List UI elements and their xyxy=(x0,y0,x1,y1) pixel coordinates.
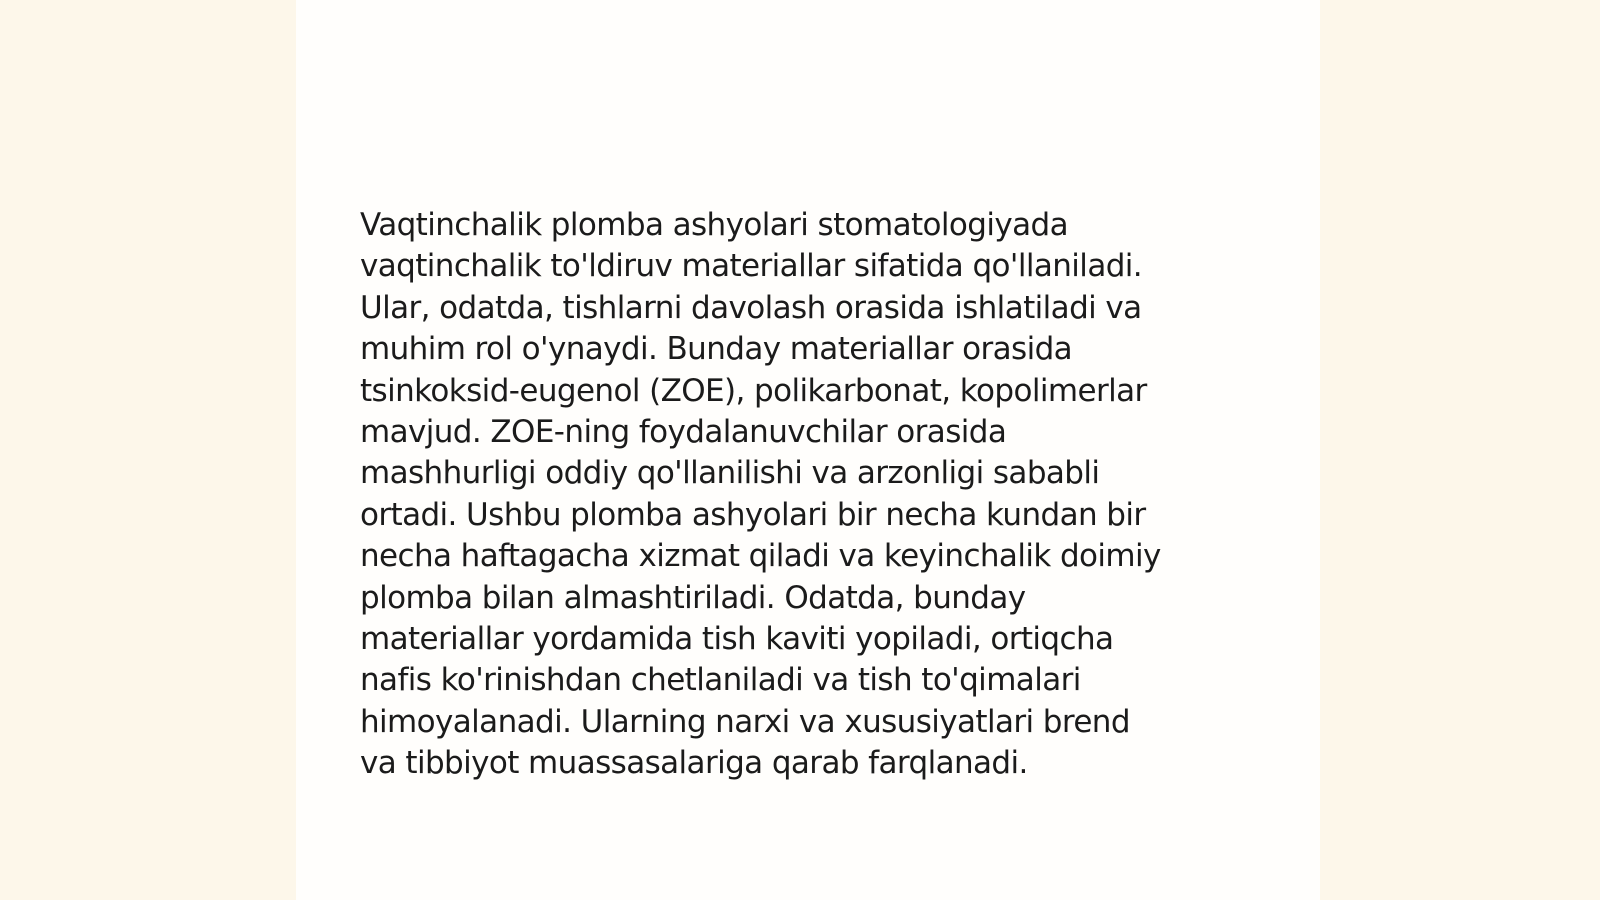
right-margin xyxy=(1320,0,1600,900)
text-line: tsinkoksid-eugenol (ZOE), polikarbonat, kopolimerlar xyxy=(360,372,1147,409)
text-line: Ular, odatda, tishlarni davolash orasida ishlatiladi va xyxy=(360,289,1142,326)
slide-body-text xyxy=(360,205,1260,785)
left-margin xyxy=(0,0,296,900)
text-line: mavjud. ZOE-ning foydalanuvchilar orasida xyxy=(360,414,1007,451)
text-line: mashhurligi oddiy qo'llanilishi va arzonligi sababli xyxy=(360,455,1100,492)
text-line: materiallar yordamida tish kaviti yopiladi, ortiqcha xyxy=(360,621,1114,658)
text-line: muhim rol o'ynaydi. Bunday materiallar orasida xyxy=(360,331,1073,368)
text-line: necha haftagacha xizmat qiladi va keyinchalik doimiy xyxy=(360,538,1161,575)
text-line: ortadi. Ushbu plomba ashyolari bir necha kundan bir xyxy=(360,496,1146,533)
text-line: vaqtinchalik to'ldiruv materiallar sifatida qo'llaniladi. xyxy=(360,248,1143,285)
text-line: va tibbiyot muassasalariga qarab farqlanadi. xyxy=(360,745,1028,782)
text-line: nafis ko'rinishdan chetlaniladi va tish to'qimalari xyxy=(360,662,1081,699)
slide xyxy=(296,0,1320,900)
text-line: plomba bilan almashtiriladi. Odatda, bunday xyxy=(360,579,1026,616)
text-line: Vaqtinchalik plomba ashyolari stomatologiyada xyxy=(360,207,1068,243)
text-line: himoyalanadi. Ularning narxi va xususiyatlari brend xyxy=(360,703,1130,740)
